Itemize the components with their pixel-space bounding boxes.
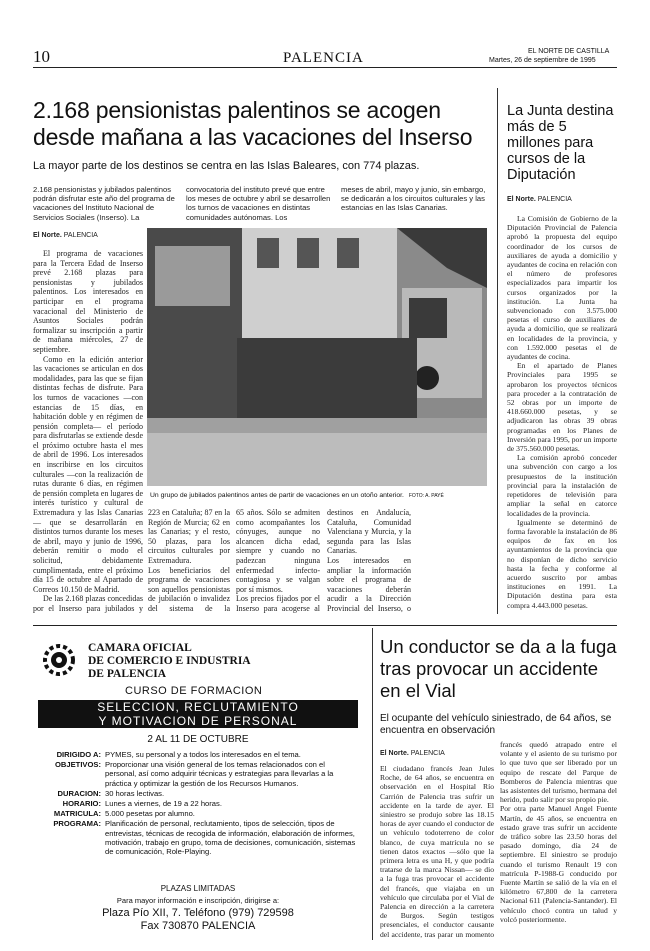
photo-caption: [150, 492, 490, 499]
main-byline-place: PALENCIA: [63, 232, 98, 239]
side-body-p3: La comisión aprobó conceder una subvención con cargo a los presupuestos de la institución provincial para la instalación de repetidores de televisión para ampliar la señal en catorce localidades de la provincia.: [507, 453, 617, 518]
main-body-col2: 223 en Cataluña; 87 en la Región de Murcia; 62 en las Canarias; y el resto, 50 plazas, para los circuitos culturales por Extremadura. Los beneficiarios del programa de vacaciones son aquellos pensionistas de jubilación o invalidez del sistema de la: [148, 508, 230, 613]
bottom-body-col1: El ciudadano francés Jean Jules Roche, de 64 años, se encuentra en observación en el Hospital Río Carrión de Palencia tras sufrir un accidente en la tarde de ayer. El siniestro se produjo sobre las 18.15 horas de ayer cuando el conductor de un vehículo todoterreno de color blanco, de cuya matrícula no se tienen datos exactos —sólo que la primera letra es una H, y que podría tratarse de la marca Nissan— se dio a la fuga tras provocar el accidente del francés, que viajaba en un vehículo que circulaba por el Vial de Palencia en dirección a la carretera de Burgos. Según testigos presenciales, el conductor causante del accidente, tras parar un momento: [380, 764, 494, 939]
main-headline: 2.168 pensionistas palentinos se acogen desde mañana a las vacaciones del Inserso: [33, 97, 473, 150]
chamber-ad: [33, 640, 363, 940]
bottom-divider: [372, 628, 373, 940]
ad-banner: [38, 700, 358, 728]
side-headline: La Junta destina más de 5 millones para cursos de la Diputación: [507, 103, 614, 183]
ad-row-value: Lunes a viernes, de 19 a 22 horas.: [105, 799, 222, 809]
page-number: 10: [33, 47, 50, 66]
ad-row-value: PYMES, su personal y a todos los interesados en el tema.: [105, 750, 301, 759]
ad-row-key: MATRICULA:: [53, 809, 101, 819]
main-subheadline: La mayor parte de los destinos se centra en las Islas Baleares, con 774 plazas.: [33, 160, 420, 172]
main-lead-col3: meses de abril, mayo y junio, sin embargo, se dedicarán a los circuitos culturales y las estancias en las Islas Canarias.: [341, 185, 486, 213]
section-title: PALENCIA: [283, 50, 364, 66]
side-byline-place: PALENCIA: [537, 196, 572, 203]
side-body-p2: En el apartado de Planes Provinciales para 1995 se aprobaron los proyectos técnicos para proceder a la contratación de 52 obras por un importe de 418.660.000 pesetas, y se adjudicaron las obras 39 obras programadas en los Planes de Inversión para 1995, por un importe de 375.560.000 pesetas.: [507, 361, 617, 454]
main-side-divider: [497, 88, 498, 614]
ad-org-line3: DE PALENCIA: [88, 668, 167, 680]
header-rule: [33, 67, 617, 68]
ad-row-programa: [33, 819, 358, 856]
ad-row-value: Proporcionar una visión general de los temas relacionados con el personal, así como adquirir técnicas y estrategias para llevarlas a la práctica y optimizar la gestión de los Recursos Humanos.: [105, 760, 334, 788]
bottom-headline: Un conductor se da a la fuga tras provocar un accidente en el Vial: [380, 636, 617, 701]
ad-row-value: 5.000 pesetas por alumno.: [105, 809, 195, 819]
bottom-byline-place: PALENCIA: [410, 750, 445, 757]
ad-dates: 2 AL 11 DE OCTUBRE: [147, 734, 249, 745]
bottom-byline-brand: El Norte.: [380, 750, 409, 757]
gear-emblem-icon: [41, 642, 77, 678]
main-byline: [33, 232, 98, 239]
main-body-col5: [417, 508, 491, 613]
main-body-p2: Como en la edición anterior las vacaciones se articulan en dos modalidades, para las que se fijan distintas fechas de disfrute. Para los turnos de vacaciones —con estancias de 15 días, en habitación doble y en régimen de pensión completa— el período para disfrutarlas se extiende desde el próximo octubre hasta el mes de abril de 1996. Los interesados en inscribirse en los circuitos culturales —con la realización de rutas durante 6 días, en régimen de pensión completa en lugares de interés turístico y cultural de Extremadura y las Islas Canarias— que se desarrollarán en distintos turnos durante los meses de abril, mayo y junio de 1996, deberán remitir o modo el solicitud, debidamente cumplimentada, entre el próximo día 15 de octubre al Apartado de Correos 10.150 de Madrid.: [33, 354, 143, 594]
photo-credit: FOTO: A. PAYÉ: [408, 493, 444, 499]
ad-contact-intro: Para mayor información e inscripción, dirigirse a:: [116, 896, 280, 905]
ad-fax: Fax 730870 PALENCIA: [140, 920, 256, 932]
main-body-p1: El programa de vacaciones para la Tercera Edad de Inserso prevé 2.168 plazas para pensionistas y jubilados palentinos. Los interesados en participar en el programa vacacional del Ministerio de Asuntos Sociales podrán formalizar su inscripción a partir de mañana miércoles, 27 de septiembre.: [33, 249, 143, 354]
ad-row-objetivos: [33, 760, 358, 788]
main-lead-col2: convocatoria del instituto prevé que entre los meses de octubre y abril se desarrollen los turnos de vacaciones en distintas comunidades autónomas. Los: [186, 185, 331, 222]
ad-details: [33, 750, 358, 857]
main-body-col1: [33, 249, 143, 613]
ad-row-key: DURACION:: [57, 788, 101, 798]
ad-row-key: DIRIGIDO A:: [56, 750, 101, 759]
main-body-col4: destinos en Andalucía, Cataluña, Comunidad Valenciana y Murcia, y la segunda para las Islas Canarias. Los interesados en ampliar la información sobre el programa de vacaciones deberán acudir a la Dirección Provincial del Inserso, o: [327, 508, 411, 613]
ad-address: Plaza Pío XII, 7. Teléfono (979) 729598: [102, 907, 294, 919]
issue-date: Martes, 26 de septiembre de 1995: [489, 57, 596, 64]
ad-row-key: HORARIO:: [62, 799, 101, 809]
main-body-col3: 65 años. Sólo se admiten como acompañantes los cónyuges, aunque no alcancen dicha edad, siempre y cuando no padezcan ninguna enfermedad infecto-contagiosa y se valgan por sí mismos. Los precios fijados por el Inserso para acogerse al: [236, 508, 320, 613]
side-body-p1: La Comisión de Gobierno de la Diputación Provincial de Palencia aprobó la propuesta del equipo coordinador de los cursos de auxiliares de ayuda a domicilio y ayudantes de cocina en relación con el número de profesores especializados para impartir los cursos organizados por la institución. La Junta ha subvencionado con 3.575.000 pesetas el curso de auxiliares de ayuda a domicilio, que se realizará en localidades de la provincia, y con 1.592.000 pesetas el de ayudantes de cocina.: [507, 214, 617, 362]
paper-name: EL NORTE DE CASTILLA: [528, 48, 610, 55]
main-photo: [147, 228, 487, 486]
mid-rule: [33, 625, 617, 626]
ad-banner-line1: SELECCION, RECLUTAMIENTO: [97, 700, 299, 714]
main-lead-col1: 2.168 pensionistas y jubilados palentinos podrán disfrutar este año del programa de vacaciones del Instituto Nacional de Servicios Sociales (Inserso). La: [33, 185, 175, 222]
ad-org-line1: CAMARA OFICIAL: [88, 642, 192, 654]
side-byline-brand: El Norte.: [507, 196, 536, 203]
main-byline-brand: El Norte.: [33, 232, 62, 239]
bus-photo-illustration: [147, 228, 487, 486]
ad-banner-line2: Y MOTIVACION DE PERSONAL: [98, 714, 298, 728]
side-body: [507, 214, 617, 614]
ad-row-value: Planificación de personal, reclutamiento, tipos de selección, tipos de entrevistas, técnicas de recogida de información, elaboración de informes, motivación, trabajo en grupo, toma de decisiones, comunicación, sistemas de comunicación, Role-Playing.: [105, 819, 356, 857]
ad-row-matricula: [33, 809, 358, 818]
side-body-p4: Igualmente se determinó de forma favorable la instalación de 86 equipos de fax en los ayuntamientos de la provincia que no disponían de dicho servicio hasta la fecha y conforme al acuerdo suscrito por ambas instituciones en 1991. La Diputación destina para esta compra 4.443.000 pesetas.: [507, 517, 617, 610]
bottom-byline: [380, 750, 445, 757]
bottom-body-col2: francés quedó atrapado entre el volante y el asiento de su turismo por lo que tuvo que ser liberado por un equipo de rescate del Parque de Bomberos de Palencia mientras que las asistentes del turismo, hermana del herido, pudo salir por su propio pie. Por otra parte Manuel Angel Fuente Martín, de 45 años, se encuentra en estado grave tras sufrir un accidente de tráfico sobre las 23.50 horas del pasado domingo, día 24 de septiembre. El siniestro se produjo cuando el turismo Renault 19 con matrícula P-1988-G conducido por Fuente Martín se salió de la vía en el kilómetro 67,800 de la carretera Nacional 611 (Palencia-Santander). El vehículo chocó contra un talud y volcó posteriormente.: [500, 740, 617, 924]
ad-org-line2: DE COMERCIO E INDUSTRIA: [88, 655, 251, 667]
ad-course-kind: CURSO DE FORMACION: [125, 685, 263, 697]
main-body-p3: De las 2.168 plazas concedidas por el Inserso para jubilados y: [33, 594, 143, 613]
photo-caption-text: Un grupo de jubilados palentinos antes de partir de vacaciones en un otoño anterior.: [150, 492, 404, 499]
side-byline: [507, 196, 572, 203]
ad-row-value: 30 horas lectivas.: [105, 788, 165, 798]
chamber-logo: [41, 642, 77, 678]
ad-row-duracion: [33, 789, 358, 798]
ad-row-dirigido: [33, 750, 358, 759]
ad-limited: PLAZAS LIMITADAS: [160, 884, 236, 893]
ad-row-key: OBJETIVOS:: [55, 760, 101, 770]
bottom-subheadline: El ocupante del vehículo siniestrado, de 64 años, se encuentra en observación: [380, 713, 612, 736]
ad-row-horario: [33, 799, 358, 808]
ad-row-key: PROGRAMA:: [53, 819, 101, 829]
